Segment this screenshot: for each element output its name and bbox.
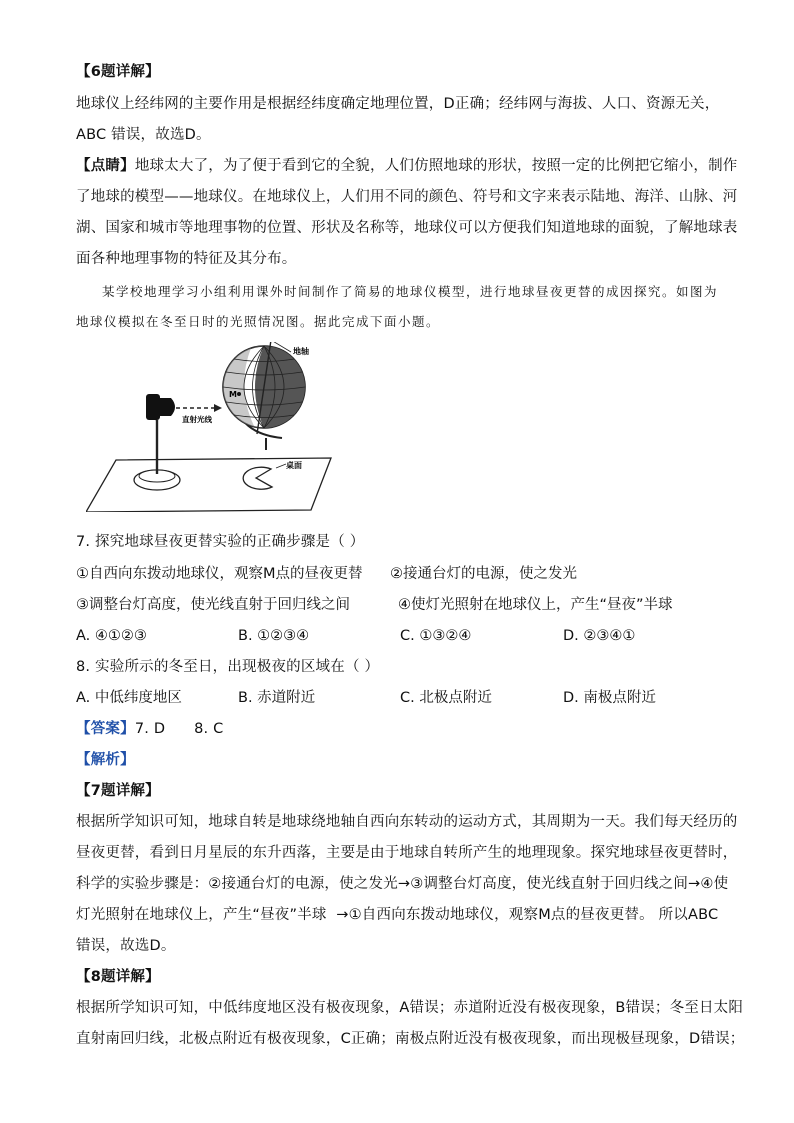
answer-line: [76, 719, 223, 739]
q7-option-a: A. ④①②③: [76, 628, 147, 644]
q7-step-1: ①自西向东拨动地球仪，观察M点的昼夜更替: [76, 566, 363, 582]
section-7-heading: 【7题详解】: [76, 783, 160, 799]
analysis-label: 【解析】: [76, 752, 135, 768]
q7-option-d: D. ②③④①: [563, 628, 636, 644]
globe-experiment-figure: [86, 342, 336, 512]
light-label: 直射光线: [182, 415, 212, 424]
section-6-paragraph-line-1: 地球仪上经纬网的主要作用是根据经纬度确定地理位置，D正确；经纬网与海拔、人口、资源无关，: [76, 96, 720, 112]
tip-label: 【点睛】: [76, 158, 135, 174]
section-8-line-1: 根据所学知识可知，中低纬度地区没有极夜现象，A错误；赤道附近没有极夜现象，B错误；冬至日太阳: [76, 1000, 744, 1016]
section-7-line-4: 灯光照射在地球仪上，产生“昼夜”半球 →①自西向东拨动地球仪，观察M点的昼夜更替。 所以ABC: [76, 907, 719, 923]
q7-option-b: B. ①②③④: [238, 628, 310, 644]
q7-step-4: ④使灯光照射在地球仪上，产生“昼夜”半球: [398, 597, 673, 613]
q7-option-c: C. ①③②④: [400, 628, 472, 644]
section-6-paragraph-line-2: ABC 错误，故选D。: [76, 127, 211, 143]
intro-line-2: 地球仪模拟在冬至日时的光照情况图。据此完成下面小题。: [76, 314, 441, 329]
m-label: M: [229, 390, 237, 399]
tip-paragraph-line-1: [76, 156, 738, 176]
q8-option-a: A. 中低纬度地区: [76, 690, 182, 706]
tip-paragraph-line-4: 面各种地理事物的特征及其分布。: [76, 251, 297, 267]
q8-option-b: B. 赤道附近: [238, 690, 316, 706]
section-7-line-1: 根据所学知识可知，地球自转是地球绕地轴自西向东转动的运动方式，其周期为一天。我们每天经历的: [76, 814, 738, 830]
section-6-heading: 【6题详解】: [76, 64, 160, 80]
night-hemisphere: [255, 346, 305, 428]
question-7-stem: 7. 探究地球昼夜更替实验的正确步骤是（ ）: [76, 534, 365, 550]
section-8-line-2: 直射南回归线，北极点附近有极夜现象，C正确；南极点附近没有极夜现象，而出现极昼现象，D错误；: [76, 1031, 745, 1047]
q7-step-3: ③调整台灯高度，使光线直射于回归线之间: [76, 597, 350, 613]
m-point: [237, 392, 241, 396]
q8-option-c: C. 北极点附近: [400, 690, 492, 706]
section-7-line-5: 错误，故选D。: [76, 938, 176, 954]
intro-line-1: 某学校地理学习小组利用课外时间制作了简易的地球仪模型，进行地球昼夜更替的成因探究。如图为: [102, 284, 719, 299]
answer-value: 7. D 8. C: [134, 721, 224, 737]
lamp-head: [146, 394, 160, 420]
section-7-line-3: 科学的实验步骤是：②接通台灯的电源，使之发光→③调整台灯高度，使光线直射于回归线之间→④使: [76, 876, 729, 892]
q7-step-2: ②接通台灯的电源，使之发光: [390, 566, 577, 582]
section-8-heading: 【8题详解】: [76, 969, 160, 985]
tip-text-1: 地球太大了，为了便于看到它的全貌，人们仿照地球的形状，按照一定的比例把它缩小，制作: [134, 158, 738, 174]
tip-paragraph-line-2: 了地球的模型——地球仪。在地球仪上，人们用不同的颜色、符号和文字来表示陆地、海洋、山脉、河: [76, 189, 738, 205]
answer-label: 【答案】: [76, 721, 135, 737]
question-8-stem: 8. 实验所示的冬至日，出现极夜的区域在（ ）: [76, 659, 380, 675]
axis-label: 地轴: [293, 347, 309, 356]
section-7-line-2: 昼夜更替，看到日月星辰的东升西落，主要是由于地球自转所产生的地理现象。探究地球昼夜更替时，: [76, 845, 738, 861]
tip-paragraph-line-3: 湖、国家和城市等地理事物的位置、形状及名称等，地球仪可以方便我们知道地球的面貌，了解地球表: [76, 220, 738, 236]
desk-label: 桌面: [286, 461, 302, 470]
q8-option-d: D. 南极点附近: [563, 690, 656, 706]
